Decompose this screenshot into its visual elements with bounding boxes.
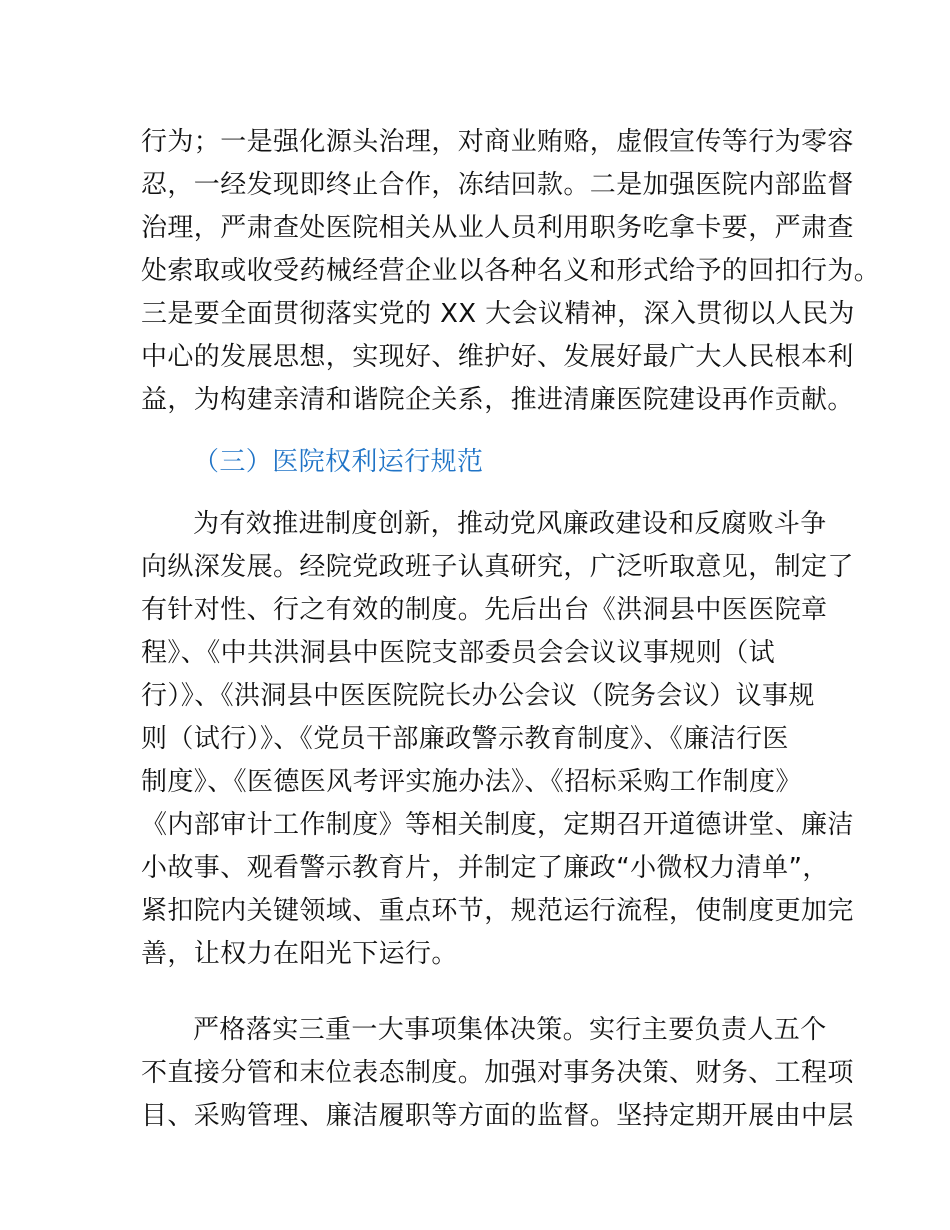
paragraph-line: 为有效推进制度创新，推动党风廉政建设和反腐败斗争	[193, 509, 827, 539]
paragraph-line: 严格落实三重一大事项集体决策。实行主要负责人五个	[193, 1015, 827, 1045]
paragraph-line: 忍，一经发现即终止合作，冻结回款。二是加强医院内部监督	[141, 170, 854, 200]
paragraph-line: 行）》、《洪洞县中医医院院长办公会议（院务会议）议事规	[141, 681, 815, 711]
paragraph-line: 紧扣院内关键领域、重点环节，规范运行流程，使制度更加完	[141, 896, 854, 926]
paragraph-line: 善，让权力在阳光下运行。	[141, 939, 458, 969]
paragraph-line: 制度》、《医德医风考评实施办法》、《招标采购工作制度》	[141, 767, 802, 797]
paragraph-line: 小故事、观看警示教育片，并制定了廉政“小微权力清单”，	[141, 853, 829, 883]
paragraph-line: 治理，严肃查处医院相关从业人员利用职务吃拿卡要，严肃查	[141, 213, 854, 243]
paragraph-line: 三是要全面贯彻落实党的 XX 大会议精神，深入贯彻以人民为	[141, 299, 855, 329]
paragraph-line: 则（试行）》、《党员干部廉政警示教育制度》、《廉洁行医	[141, 724, 789, 754]
paragraph-line: 益，为构建亲清和谐院企关系，推进清廉医院建设再作贡献。	[141, 385, 854, 415]
paragraph-line: 中心的发展思想，实现好、维护好、发展好最广大人民根本利	[141, 342, 854, 372]
section-heading: （三）医院权利运行规范	[193, 447, 484, 477]
paragraph-line: 处索取或收受药械经营企业以各种名义和形式给予的回扣行为。	[141, 256, 881, 286]
paragraph-line: 程》、《中共洪洞县中医院支部委员会会议议事规则（试	[141, 638, 776, 668]
paragraph-line: 有针对性、行之有效的制度。先后出台《洪洞县中医医院章	[141, 595, 828, 625]
paragraph-line: 不直接分管和末位表态制度。加强对事务决策、财务、工程项	[141, 1058, 854, 1088]
paragraph-line: 行为；一是强化源头治理，对商业贿赂，虚假宣传等行为零容	[141, 127, 854, 157]
paragraph-line: 目、采购管理、廉洁履职等方面的监督。坚持定期开展由中层	[141, 1101, 854, 1131]
paragraph-line: 向纵深发展。经院党政班子认真研究，广泛听取意见，制定了	[141, 552, 854, 582]
paragraph-line: 《内部审计工作制度》等相关制度，定期召开道德讲堂、廉洁	[141, 810, 854, 840]
